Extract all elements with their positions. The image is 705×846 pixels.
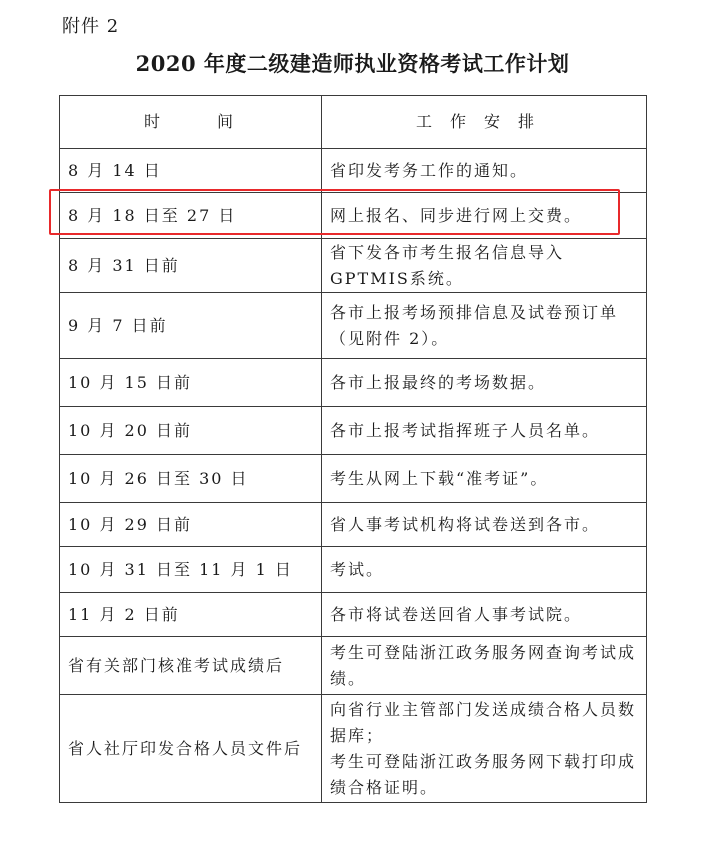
time-cell: 10 月 29 日前 (60, 503, 322, 547)
work-cell: 省印发考务工作的通知。 (322, 149, 647, 193)
time-cell: 10 月 20 日前 (60, 407, 322, 455)
work-plan-table (59, 95, 647, 803)
time-cell: 8 月 18 日至 27 日 (60, 193, 322, 239)
time-cell: 11 月 2 日前 (60, 593, 322, 637)
table-row (60, 407, 647, 455)
header-time (60, 96, 322, 149)
header-work: 工作安排 (322, 96, 647, 149)
attachment-label: 附件 2 (62, 16, 120, 37)
table-row (60, 637, 647, 695)
work-line: 考生可登陆浙江政务服务网下载打印成绩合格证明。 (330, 751, 637, 797)
work-cell: 网上报名、同步进行网上交费。 (322, 193, 647, 239)
table-row (60, 455, 647, 503)
time-cell: 省有关部门核准考试成绩后 (60, 637, 322, 695)
work-cell: 考生可登陆浙江政务服务网查询考试成绩。 (322, 637, 647, 695)
work-cell: 考生从网上下载“准考证”。 (322, 455, 647, 503)
table-row (60, 695, 647, 803)
table-header-row (60, 96, 647, 149)
time-cell: 8 月 31 日前 (60, 239, 322, 293)
work-cell: 省人事考试机构将试卷送到各市。 (322, 503, 647, 547)
table-row (60, 547, 647, 593)
header-time-char-2: 间 (216, 112, 233, 131)
table-row (60, 149, 647, 193)
table-row (60, 293, 647, 359)
work-line: 向省行业主管部门发送成绩合格人员数据库； (330, 699, 637, 745)
work-cell (322, 695, 647, 803)
document-title: 2020 年度二级建造师执业资格考试工作计划 (135, 51, 570, 76)
time-cell: 9 月 7 日前 (60, 293, 322, 359)
time-cell: 省人社厅印发合格人员文件后 (60, 695, 322, 803)
table-row (60, 359, 647, 407)
work-cell: 各市上报最终的考场数据。 (322, 359, 647, 407)
time-cell: 10 月 31 日至 11 月 1 日 (60, 547, 322, 593)
time-cell: 10 月 15 日前 (60, 359, 322, 407)
work-cell: 各市上报考场预排信息及试卷预订单（见附件 2）。 (322, 293, 647, 359)
time-cell: 10 月 26 日至 30 日 (60, 455, 322, 503)
table-row (60, 239, 647, 293)
time-cell: 8 月 14 日 (60, 149, 322, 193)
table-row (60, 193, 647, 239)
header-time-char-1: 时 (144, 112, 161, 131)
table-row (60, 503, 647, 547)
work-cell: 考试。 (322, 547, 647, 593)
work-cell: 省下发各市考生报名信息导入 GPTMIS系统。 (322, 239, 647, 293)
table-row (60, 593, 647, 637)
work-cell: 各市上报考试指挥班子人员名单。 (322, 407, 647, 455)
work-cell: 各市将试卷送回省人事考试院。 (322, 593, 647, 637)
